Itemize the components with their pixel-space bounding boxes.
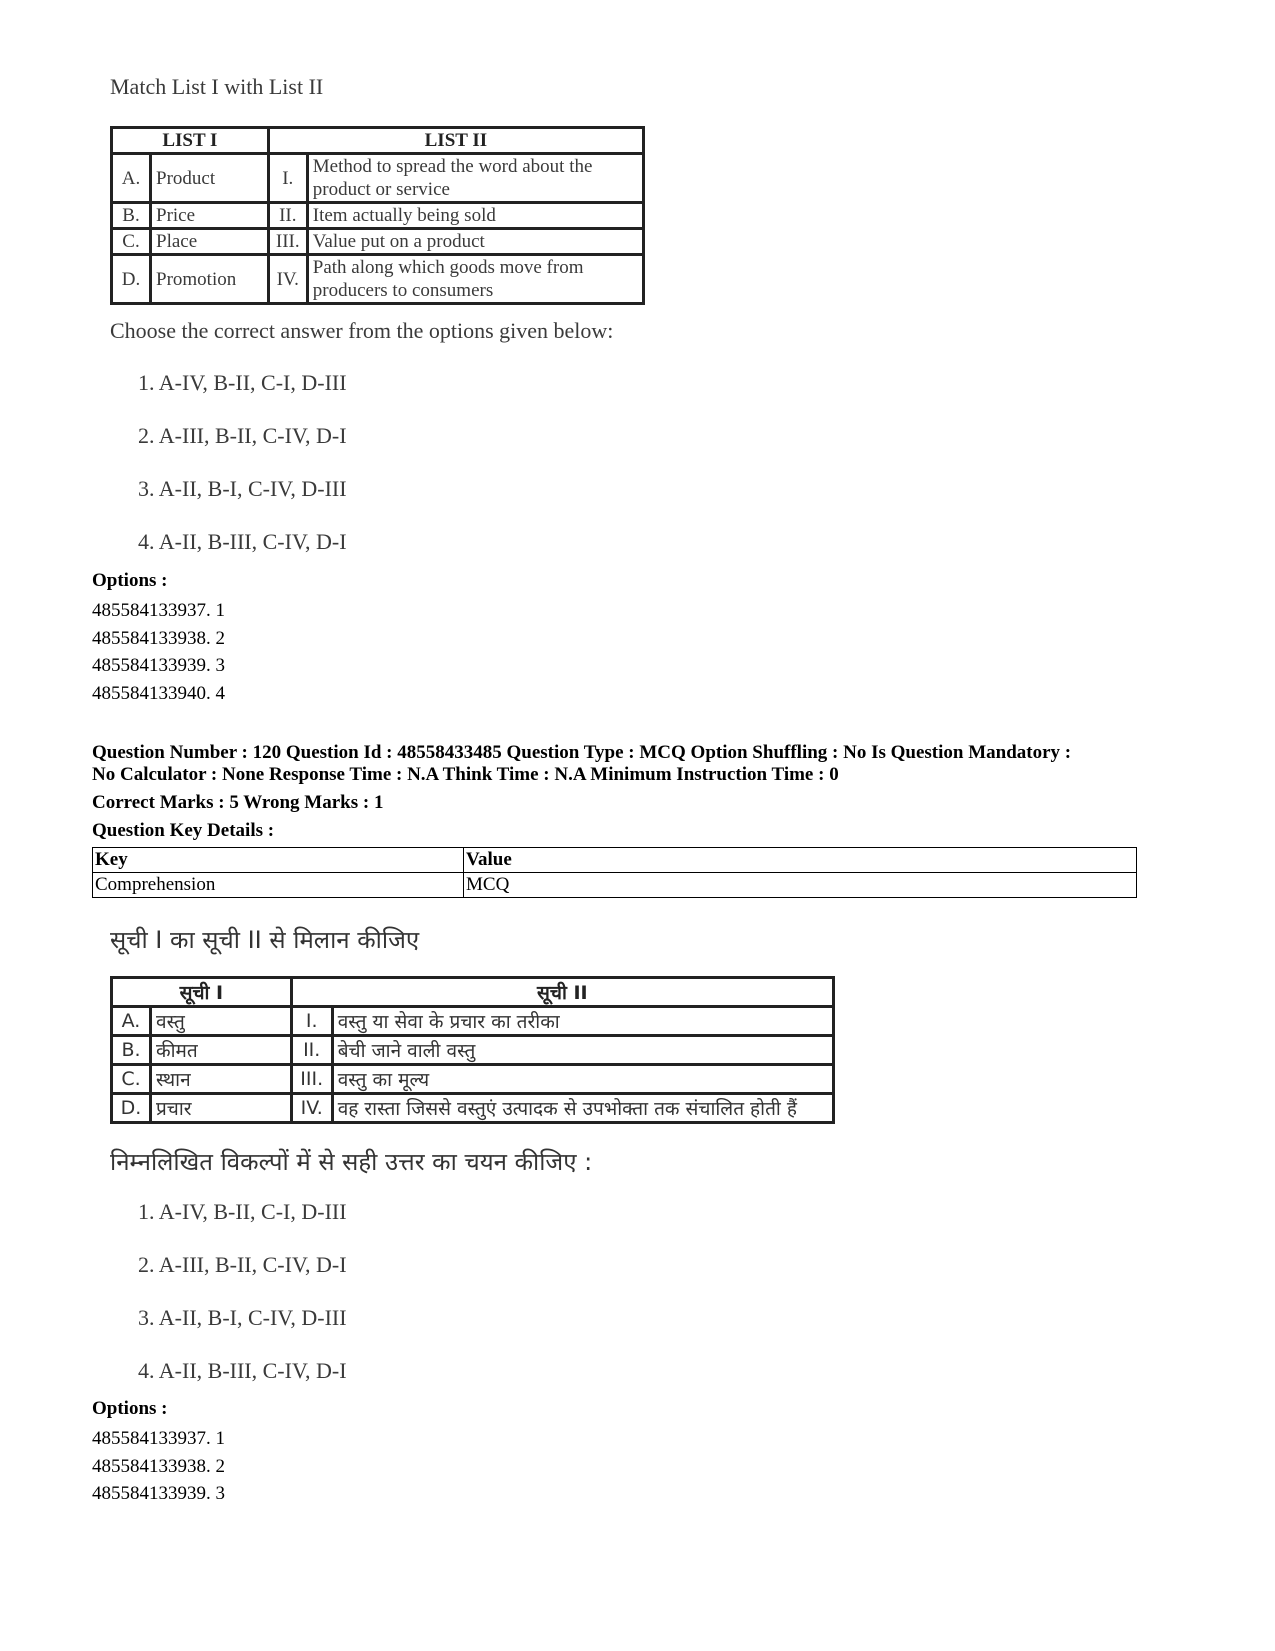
row-value: वस्तु का मूल्य xyxy=(332,1065,833,1094)
row-key: A. xyxy=(112,154,151,203)
option-item: 485584133937. 1 xyxy=(92,600,225,621)
row-value: Product xyxy=(151,154,269,203)
q119-instruction: Match List I with List II xyxy=(110,74,324,99)
row-value: Method to spread the word about the product or service xyxy=(307,154,643,203)
row-value: वस्तु या सेवा के प्रचार का तरीका xyxy=(332,1007,833,1036)
answer-item: 2. A-III, B-II, C-IV, D-I xyxy=(138,1252,347,1277)
row-value: Path along which goods move from producers to consumers xyxy=(307,255,643,304)
key-cell: Comprehension xyxy=(93,873,464,898)
row-key: C. xyxy=(112,229,151,255)
row-key: A. xyxy=(112,1007,151,1036)
row-key: D. xyxy=(112,1094,151,1123)
answer-item: 3. A-II, B-I, C-IV, D-III xyxy=(138,1305,347,1330)
row-key: B. xyxy=(112,1036,151,1065)
row-key: III. xyxy=(268,229,307,255)
answer-item: 4. A-II, B-III, C-IV, D-I xyxy=(138,1358,347,1383)
row-value: Value put on a product xyxy=(307,229,643,255)
row-value: Promotion xyxy=(151,255,269,304)
row-key: I. xyxy=(291,1007,332,1036)
row-value: Place xyxy=(151,229,269,255)
row-key: D. xyxy=(112,255,151,304)
q119-choose-text: Choose the correct answer from the options given below: xyxy=(110,318,614,343)
row-key: IV. xyxy=(291,1094,332,1123)
answer-item: 2. A-III, B-II, C-IV, D-I xyxy=(138,423,347,448)
row-value: वह रास्ता जिससे वस्तुएं उत्पादक से उपभोक्ता तक संचालित होती हैं xyxy=(332,1094,833,1123)
list2-header: LIST II xyxy=(268,128,643,154)
q120-meta xyxy=(92,742,1242,786)
table-row xyxy=(112,1036,834,1065)
q119-options-label: Options : xyxy=(92,570,168,591)
answer-item: 4. A-II, B-III, C-IV, D-I xyxy=(138,529,347,554)
q120-key-table xyxy=(92,847,1137,898)
value-header: Value xyxy=(464,848,1137,873)
option-item: 485584133939. 3 xyxy=(92,655,225,676)
table-row xyxy=(112,229,644,255)
table-row xyxy=(112,255,644,304)
q120-meta-line2: No Calculator : None Response Time : N.A Think Time : N.A Minimum Instruction Time : 0 xyxy=(92,764,839,785)
table-row xyxy=(112,154,644,203)
table-row xyxy=(112,1065,834,1094)
row-value: वस्तु xyxy=(151,1007,292,1036)
option-item: 485584133938. 2 xyxy=(92,627,225,649)
table-row xyxy=(112,1094,834,1123)
option-item: 485584133939. 3 xyxy=(92,1483,225,1504)
list2-header-hi: सूची II xyxy=(291,978,833,1007)
q120-choose-text-hi: निम्नलिखित विकल्पों में से सही उत्तर का चयन कीजिए : xyxy=(110,1148,593,1176)
option-item: 485584133938. 2 xyxy=(92,1455,225,1477)
row-key: II. xyxy=(268,203,307,229)
row-key: IV. xyxy=(268,255,307,304)
q120-options-list xyxy=(92,1425,225,1508)
key-header: Key xyxy=(93,848,464,873)
row-value: स्थान xyxy=(151,1065,292,1094)
q120-match-table-hi xyxy=(110,976,835,1124)
q119-options-list xyxy=(92,597,225,707)
row-value: कीमत xyxy=(151,1036,292,1065)
q120-options-label: Options : xyxy=(92,1398,168,1419)
row-value: प्रचार xyxy=(151,1094,292,1123)
table-row xyxy=(112,203,644,229)
answer-item: 1. A-IV, B-II, C-I, D-III xyxy=(138,370,347,395)
q120-instruction-hi: सूची I का सूची II से मिलान कीजिए xyxy=(110,926,420,954)
q120-key-details-label: Question Key Details : xyxy=(92,820,275,841)
row-value: Price xyxy=(151,203,269,229)
value-cell: MCQ xyxy=(464,873,1137,898)
q119-match-table xyxy=(110,126,645,305)
option-item: 485584133937. 1 xyxy=(92,1428,225,1449)
q120-meta-line1: Question Number : 120 Question Id : 48558433485 Question Type : MCQ Option Shuffling : No Is Question Mandatory : xyxy=(92,742,1072,763)
q120-marks: Correct Marks : 5 Wrong Marks : 1 xyxy=(92,792,384,813)
table-row xyxy=(112,1007,834,1036)
row-value: Item actually being sold xyxy=(307,203,643,229)
q119-answer-list xyxy=(138,370,347,582)
row-value: बेची जाने वाली वस्तु xyxy=(332,1036,833,1065)
list1-header: LIST I xyxy=(112,128,269,154)
list1-header-hi: सूची I xyxy=(112,978,292,1007)
row-key: III. xyxy=(291,1065,332,1094)
answer-item: 3. A-II, B-I, C-IV, D-III xyxy=(138,476,347,501)
answer-item: 1. A-IV, B-II, C-I, D-III xyxy=(138,1199,347,1224)
row-key: B. xyxy=(112,203,151,229)
row-key: C. xyxy=(112,1065,151,1094)
row-key: II. xyxy=(291,1036,332,1065)
row-key: I. xyxy=(268,154,307,203)
q120-answer-list xyxy=(138,1199,347,1411)
option-item: 485584133940. 4 xyxy=(92,682,225,704)
